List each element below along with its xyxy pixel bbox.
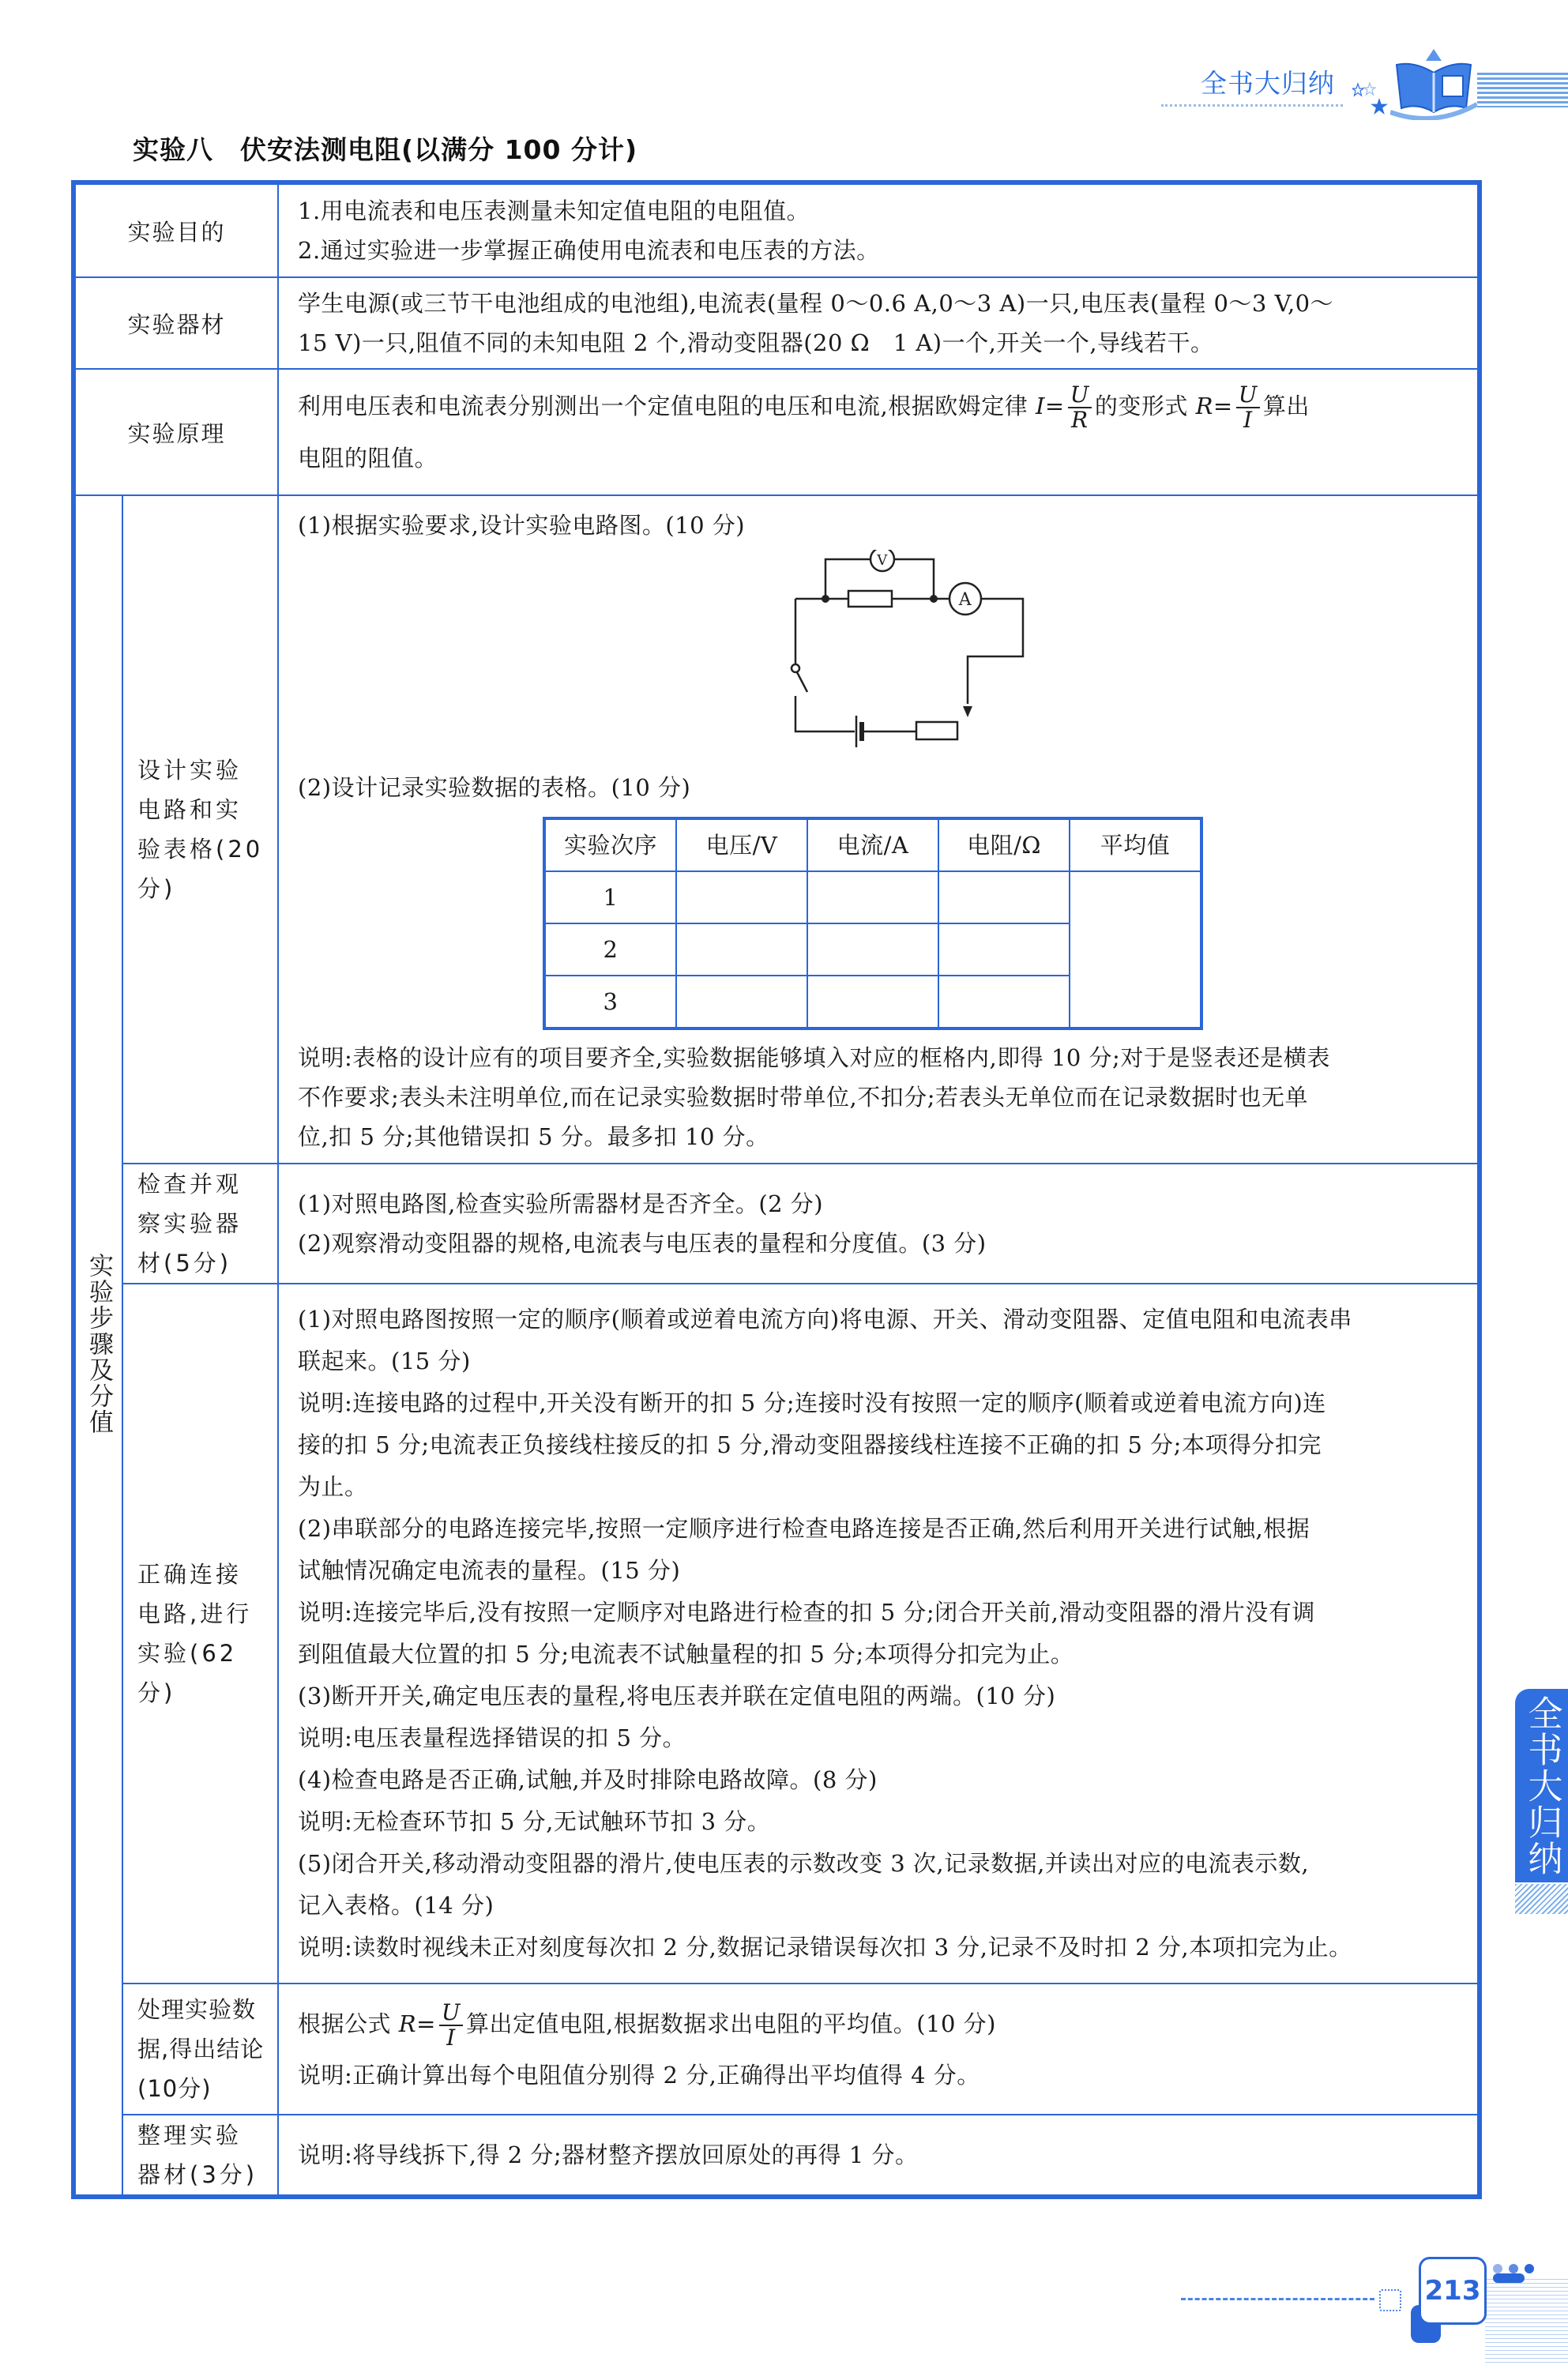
book-mascot-icon	[1390, 41, 1477, 120]
fraction-denominator: I	[1243, 407, 1253, 433]
tidy-content	[278, 2115, 1478, 2195]
current-cell	[807, 923, 938, 976]
rheostat	[916, 722, 957, 739]
data-table-row	[544, 871, 1201, 923]
header-current: 电流/A	[807, 818, 938, 871]
fraction-numerator: U	[439, 2001, 463, 2026]
connect-line: 说明:连接完毕后,没有按照一定顺序对电路进行检查的扣 5 分;闭合开关前,滑动变阻器的滑片没有调	[298, 1599, 1315, 1626]
current-cell	[807, 871, 938, 923]
purpose-content	[278, 184, 1478, 277]
process-note: 说明:正确计算出每个电阻值分别得 2 分,正确得出平均值得 4 分。	[298, 2061, 980, 2089]
label-inspect: 检查并观察实验器材(5分)	[122, 1164, 278, 1284]
connect-line: 说明:无检查环节扣 5 分,无试触环节扣 3 分。	[298, 1808, 771, 1835]
footer-dots-icon	[1493, 2264, 1568, 2275]
principle-line-2: 电阻的阻值。	[298, 445, 438, 472]
header-average: 平均值	[1070, 818, 1201, 871]
tidy-note: 说明:将导线拆下,得 2 分;器材整齐摆放回原处的再得 1 分。	[298, 2142, 919, 2168]
row-design	[75, 495, 1478, 1164]
connect-line: 试触情况确定电流表的量程。(15 分)	[298, 1557, 681, 1584]
fraction-numerator: U	[1236, 383, 1260, 408]
principle-line-1	[298, 380, 1461, 432]
connect-line: 说明:读数时视线未正对刻度每次扣 2 分,数据记录错误每次扣 3 分,记录不及时扣 2 分,本项扣完为止。	[298, 1934, 1352, 1961]
average-cell	[1070, 871, 1201, 1028]
connect-line: 说明:连接电路的过程中,开关没有断开的扣 5 分;连接时没有按照一定的顺序(顺着或逆着电流方向)连	[298, 1389, 1326, 1416]
inspect-line: (1)对照电路图,检查实验所需器材是否齐全。(2 分)	[298, 1190, 824, 1217]
label-principle: 实验原理	[75, 369, 278, 495]
fixed-resistor	[848, 591, 892, 607]
switch-blade	[797, 672, 807, 692]
voltage-cell	[676, 871, 807, 923]
design-item-2: (2)设计记录实验数据的表格。(10 分)	[298, 774, 691, 801]
row-principle	[75, 369, 1478, 495]
header-dotted-line	[1161, 104, 1343, 107]
purpose-line: 1.用电流表和电压表测量未知定值电阻的电阻值。	[298, 197, 810, 224]
junction-dot	[930, 595, 938, 603]
fraction-denominator: R	[1070, 407, 1089, 433]
resistance-fraction	[1236, 383, 1260, 432]
connect-line: 为止。	[298, 1473, 368, 1500]
principle-content	[278, 369, 1478, 495]
inspect-content	[278, 1164, 1478, 1284]
ohm-law-fraction	[1068, 383, 1092, 432]
voltmeter-label: V	[877, 552, 888, 569]
footer-dashed-line	[1181, 2298, 1374, 2300]
connect-line: 记入表格。(14 分)	[298, 1892, 494, 1919]
process-text: 根据公式	[298, 2010, 399, 2037]
side-tab-stripes	[1515, 1884, 1568, 1914]
steps-group-label	[75, 495, 122, 2195]
page-number: 213	[1419, 2257, 1487, 2325]
header-trial: 实验次序	[544, 818, 676, 871]
header-stripes	[1477, 73, 1568, 107]
trial-number: 1	[544, 871, 676, 923]
fraction-numerator: U	[1068, 383, 1092, 408]
design-item-1: (1)根据实验要求,设计实验电路图。(10 分)	[298, 512, 746, 539]
connect-line: (1)对照电路图按照一定的顺序(顺着或逆着电流方向)将电源、开关、滑动变阻器、定值电阻和电流表串	[298, 1306, 1352, 1333]
switch-pivot	[792, 664, 799, 672]
equipment-line: 15 V)一只,阻值不同的未知电阻 2 个,滑动变阻器(20 Ω 1 A)一个,开关一个,导线若干。	[298, 329, 1214, 356]
label-design: 设计实验电路和实验表格(20分)	[122, 495, 278, 1164]
formula-lhs: R=	[1195, 393, 1233, 419]
connect-line: (4)检查电路是否正确,试触,并及时排除电路故障。(8 分)	[298, 1766, 878, 1793]
resistance-cell	[938, 923, 1070, 976]
trial-number: 3	[544, 976, 676, 1028]
formula-lhs: R=	[398, 2010, 436, 2037]
wire	[795, 696, 855, 731]
process-content	[278, 1984, 1478, 2115]
equipment-line: 学生电源(或三节干电池组成的电池组),电流表(量程 0～0.6 A,0～3 A)一只,电压表(量程 0～3 V,0～	[298, 290, 1334, 317]
purpose-line: 2.通过实验进一步掌握正确使用电流表和电压表的方法。	[298, 237, 880, 264]
connect-line: 说明:电压表量程选择错误的扣 5 分。	[298, 1724, 686, 1751]
process-line	[298, 1999, 1461, 2050]
principle-text: 的变形式	[1094, 393, 1196, 419]
formula-lhs: I=	[1035, 393, 1065, 419]
current-cell	[807, 976, 938, 1028]
voltage-cell	[676, 923, 807, 976]
inspect-line: (2)观察滑动变阻器的规格,电流表与电压表的量程和分度值。(3 分)	[298, 1230, 987, 1257]
wire	[894, 559, 934, 599]
design-note-line: 说明:表格的设计应有的项目要齐全,实验数据能够填入对应的框格内,即得 10 分;对于是竖表还是横表	[298, 1044, 1330, 1071]
connect-line: (3)断开开关,确定电压表的量程,将电压表并联在定值电阻的两端。(10 分)	[298, 1683, 1056, 1709]
wire	[968, 599, 1023, 704]
data-table-header-row	[544, 818, 1201, 871]
voltage-cell	[676, 976, 807, 1028]
header-resistance: 电阻/Ω	[938, 818, 1070, 871]
connect-line: 联起来。(15 分)	[298, 1348, 471, 1374]
design-note-line: 位,扣 5 分;其他错误扣 5 分。最多扣 10 分。	[298, 1123, 769, 1150]
page-title: 实验八 伏安法测电阻(以满分 100 分计)	[133, 134, 638, 165]
process-text: 算出定值电阻,根据数据求出电阻的平均值。(10 分)	[465, 2010, 996, 2037]
label-process: 处理实验数据,得出结论(10分)	[122, 1984, 278, 2115]
row-tidy	[75, 2115, 1478, 2195]
label-equipment: 实验器材	[75, 277, 278, 369]
ammeter-label: A	[958, 590, 972, 610]
header-banner-text: 全书大归纳	[1201, 68, 1335, 99]
principle-text: 利用电压表和电流表分别测出一个定值电阻的电压和电流,根据欧姆定律	[298, 393, 1036, 419]
rheostat-slider-arrow	[963, 706, 972, 717]
fraction-denominator: I	[446, 2024, 456, 2051]
data-record-table	[543, 817, 1203, 1030]
header-voltage: 电压/V	[676, 818, 807, 871]
row-connect	[75, 1284, 1478, 1984]
connect-content	[278, 1284, 1478, 1984]
small-star-icon	[1352, 82, 1376, 98]
resistance-cell	[938, 871, 1070, 923]
principle-text: 算出	[1262, 393, 1310, 419]
row-process	[75, 1984, 1478, 2115]
row-purpose	[75, 184, 1478, 277]
connect-line: 到阻值最大位置的扣 5 分;电流表不试触量程的扣 5 分;本项得分扣完为止。	[298, 1641, 1074, 1668]
connect-line: (2)串联部分的电路连接完毕,按照一定顺序进行检查电路连接是否正确,然后利用开关进行试触,根据	[298, 1515, 1310, 1542]
row-equipment	[75, 277, 1478, 369]
connect-line: 接的扣 5 分;电流表正负接线柱接反的扣 5 分,滑动变阻器接线柱连接不正确的扣 5 分;本项得分扣完	[298, 1431, 1322, 1458]
resistance-fraction	[439, 2001, 463, 2050]
label-connect: 正确连接电路,进行实验(62分)	[122, 1284, 278, 1984]
circuit-diagram	[772, 550, 1032, 755]
row-inspect	[75, 1164, 1478, 1284]
label-tidy: 整理实验器材(3分)	[122, 2115, 278, 2195]
steps-group-text: 实验步骤及分值	[85, 1252, 113, 1435]
side-chapter-tab: 全书大归纳	[1515, 1689, 1568, 1882]
footer-dotted-box	[1379, 2289, 1401, 2311]
equipment-content	[278, 277, 1478, 369]
trial-number: 2	[544, 923, 676, 976]
design-content	[278, 495, 1478, 1164]
footer-pattern	[1485, 2279, 1568, 2366]
label-purpose: 实验目的	[75, 184, 278, 277]
junction-dot	[822, 595, 829, 603]
design-note-line: 不作要求;表头未注明单位,而在记录实验数据时带单位,不扣分;若表头无单位而在记录数据时也无单	[298, 1084, 1308, 1111]
experiment-table	[71, 180, 1482, 2199]
circuit-diagram-area	[298, 550, 1461, 763]
connect-line: (5)闭合开关,移动滑动变阻器的滑片,使电压表的示数改变 3 次,记录数据,并读出对应的电流表示数,	[298, 1850, 1310, 1877]
star-icon	[1371, 98, 1388, 115]
resistance-cell	[938, 976, 1070, 1028]
